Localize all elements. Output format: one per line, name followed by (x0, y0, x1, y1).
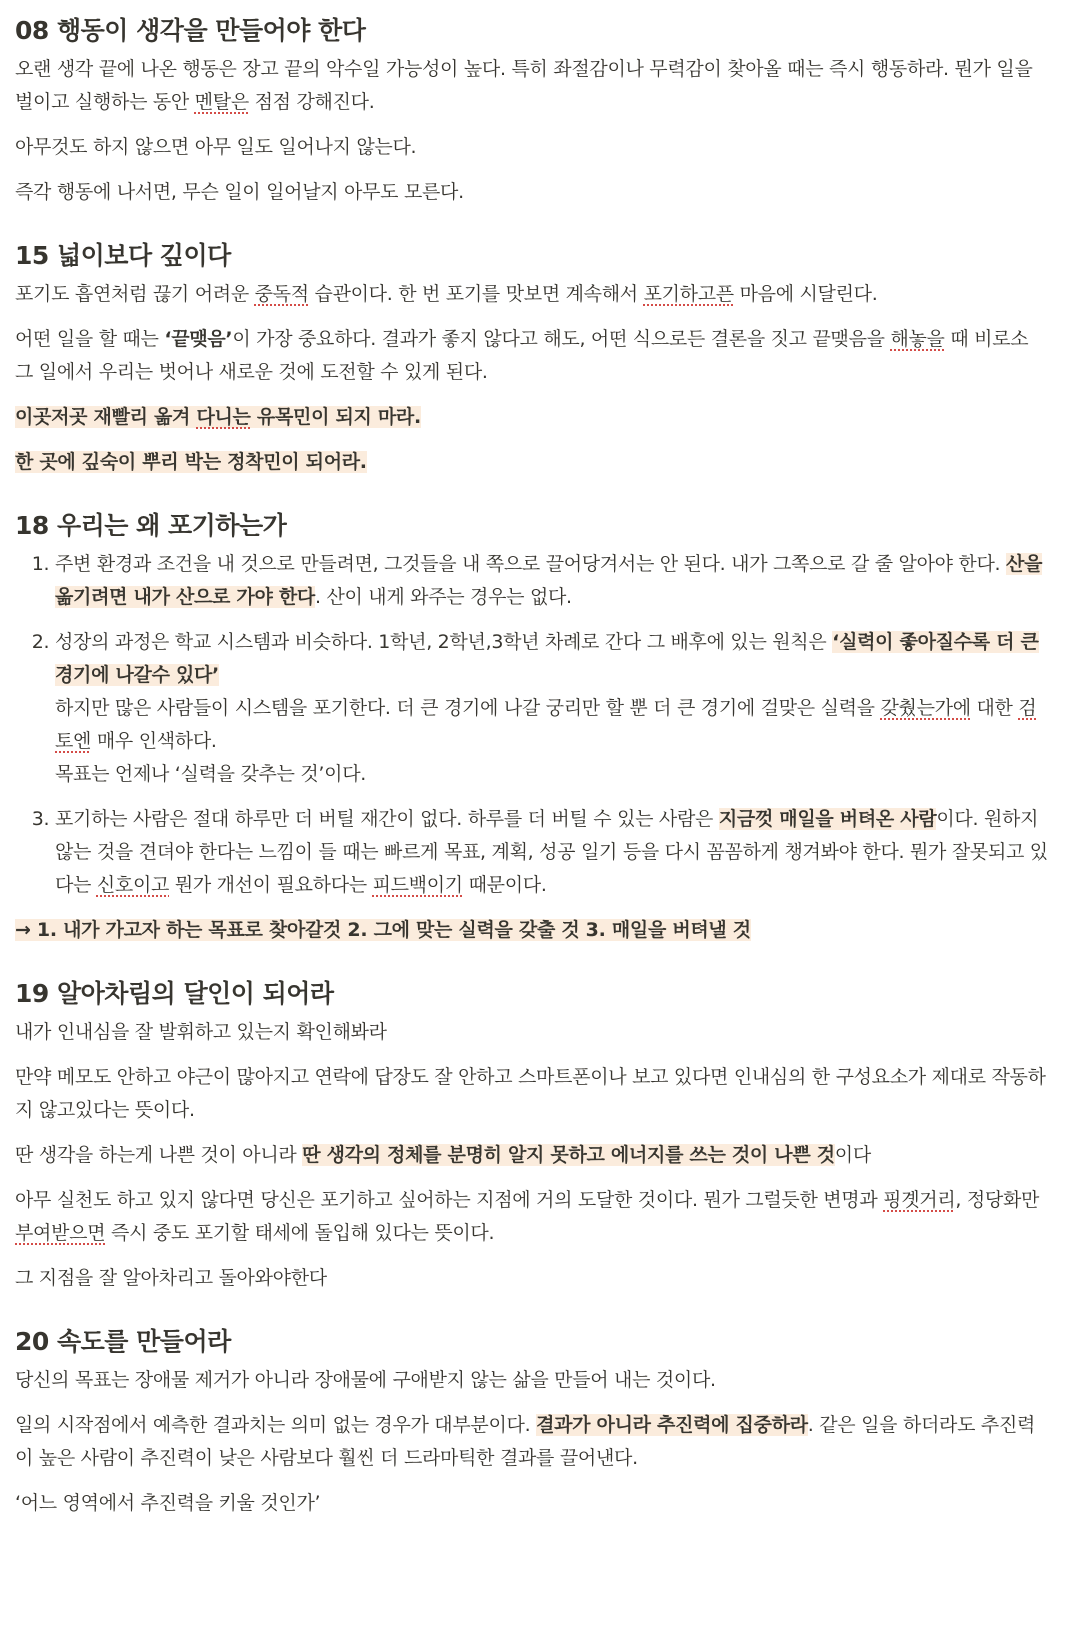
text-run: 주변 환경과 조건을 내 것으로 만들려면, 그것들을 내 쪽으로 끌어당겨서는 안 된다. 내가 그쪽으로 갈 줄 알아야 한다. (55, 553, 1007, 575)
section-19 (15, 977, 1049, 1295)
text-run: 즉시 중도 포기할 태세에 돌입해 있다는 뜻이다. (105, 1222, 495, 1244)
paragraph: 내가 인내심을 잘 발휘하고 있는지 확인해봐라 (15, 1021, 387, 1043)
text-run: . 산이 내게 와주는 경우는 없다. (314, 586, 572, 608)
numbered-list (15, 548, 1049, 902)
document-page (0, 14, 1079, 1520)
paragraph (15, 323, 1049, 389)
paragraph: 당신의 목표는 장애물 제거가 아니라 장애물에 구애받지 않는 삶을 만들어 내는 것이다. (15, 1369, 716, 1391)
text-run: 이다 (834, 1144, 871, 1166)
spellcheck-word: 포기하고픈 (643, 283, 734, 305)
paragraph (15, 278, 1049, 311)
paragraph (15, 1139, 1049, 1172)
spellcheck-word: 검토엔 (55, 697, 1037, 752)
section-heading: 20 속도를 만들어라 (15, 1327, 231, 1356)
text-run: 대한 (970, 697, 1019, 719)
text-run: 습관이다. 한 번 포기를 맛보면 계속해서 (308, 283, 644, 305)
text-run: 성장의 과정은 학교 시스템과 비슷하다. 1학년, 2학년,3학년 차례로 간다 그 배후에 있는 원칙은 (55, 631, 833, 653)
text-run: 이다. 원하지 않는 것을 견뎌야 한다는 느낌이 들 때는 빠르게 목표, 계획, 성공 일기 등을 다시 꼼꼼하게 챙겨봐야 한다. 뭔가 잘못되고 있다는 (55, 808, 1048, 896)
section-15 (15, 239, 1049, 479)
paragraph: 그 지점을 잘 알아차리고 돌아와야한다 (15, 1267, 327, 1289)
spellcheck-word: 해놓을 (890, 328, 945, 350)
text-run: , 정당화만 (955, 1189, 1040, 1211)
paragraph (15, 53, 1049, 119)
highlight: 한 곳에 깊숙이 뿌리 박는 정착민이 되어라. (15, 451, 367, 473)
text-run: 때문이다. (462, 874, 547, 896)
text-run: 딴 생각을 하는게 나쁜 것이 아니라 (15, 1144, 303, 1166)
spellcheck-word: 멘탈은 (194, 91, 249, 113)
text-run: 하지만 많은 사람들이 시스템을 포기한다. 더 큰 경기에 나갈 궁리만 할 뿐 더 큰 경기에 걸맞은 실력을 (55, 697, 881, 719)
highlight: 산을 옮기려면 내가 산으로 가야 한다 (55, 553, 1043, 608)
paragraph (15, 1184, 1049, 1250)
section-heading: 15 넓이보다 깊이다 (15, 241, 231, 270)
section-heading: 08 행동이 생각을 만들어야 한다 (15, 16, 366, 45)
text-run: 목표는 언제나 ‘실력을 갖추는 것’이다. (55, 763, 366, 785)
text-run: 때 비로소 그 일에서 우리는 벗어나 새로운 것에 도전할 수 있게 된다. (15, 328, 1029, 383)
highlight: 지금껏 매일을 버텨온 사람 (718, 808, 937, 830)
highlighted-paragraph (15, 446, 1049, 479)
paragraph: 아무것도 하지 않으면 아무 일도 일어나지 않는다. (15, 136, 417, 158)
paragraph: ‘어느 영역에서 추진력을 키울 것인가’ (15, 1492, 321, 1514)
section-heading: 19 알아차림의 달인이 되어라 (15, 979, 334, 1008)
spellcheck-word: 갖췄는가에 (880, 697, 971, 719)
text-run: 포기하는 사람은 절대 하루만 더 버틸 재간이 없다. 하루를 더 버틸 수 있는 사람은 (55, 808, 719, 830)
spellcheck-word: 핑곗거리 (883, 1189, 956, 1211)
text-run: 이곳저곳 재빨리 옮겨 (15, 406, 197, 428)
spellcheck-word: 부여받으면 (15, 1222, 106, 1244)
summary-paragraph (15, 914, 1049, 947)
highlight: → 1. 내가 가고자 하는 목표로 찾아갈것 2. 그에 맞는 실력을 갖출 것 3. 매일을 버텨낼 것 (15, 919, 751, 941)
highlight (15, 406, 421, 428)
text-run: 매우 인색하다. (91, 730, 217, 752)
bold-text: ‘끝맺음’ (164, 328, 233, 350)
section-08 (15, 14, 1049, 209)
text-run: 이 가장 중요하다. 결과가 좋지 않다고 해도, 어떤 식으로든 결론을 짓고 끝맺음을 (232, 328, 891, 350)
text-run: 일의 시작점에서 예측한 결과치는 의미 없는 경우가 대부분이다. (15, 1414, 537, 1436)
highlight: 결과가 아니라 추진력에 집중하라 (536, 1414, 808, 1436)
text-run: 마음에 시달린다. (733, 283, 878, 305)
spellcheck-word: 피드백이기 (372, 874, 463, 896)
list-item (55, 626, 1049, 791)
highlighted-paragraph (15, 401, 1049, 434)
section-18 (15, 509, 1049, 947)
list-item (55, 548, 1049, 614)
highlight: 딴 생각의 정체를 분명히 알지 못하고 에너지를 쓰는 것이 나쁜 것 (302, 1144, 835, 1166)
text-run: 어떤 일을 할 때는 (15, 328, 165, 350)
text-run: 유목민이 되지 마라. (250, 406, 421, 428)
text-run: 포기도 흡연처럼 끊기 어려운 (15, 283, 255, 305)
spellcheck-word: 신호이고 (96, 874, 170, 896)
section-heading: 18 우리는 왜 포기하는가 (15, 511, 287, 540)
spellcheck-word: 다니는 (196, 406, 251, 428)
text-run: 점점 강해진다. (248, 91, 375, 113)
text-run: 아무 실천도 하고 있지 않다면 당신은 포기하고 싶어하는 지점에 거의 도달한 것이다. 뭔가 그럴듯한 변명과 (15, 1189, 884, 1211)
list-item (55, 803, 1049, 902)
paragraph: 즉각 행동에 나서면, 무슨 일이 일어날지 아무도 모른다. (15, 181, 464, 203)
text-run: . 같은 일을 하더라도 추진력이 높은 사람이 추진력이 낮은 사람보다 훨씬 더 드라마틱한 결과를 끌어낸다. (15, 1414, 1036, 1469)
paragraph (15, 1409, 1049, 1475)
paragraph: 만약 메모도 안하고 야근이 많아지고 연락에 답장도 잘 안하고 스마트폰이나 보고 있다면 인내심의 한 구성요소가 제대로 작동하지 않고있다는 뜻이다. (15, 1066, 1046, 1121)
spellcheck-word: 중독적 (254, 283, 309, 305)
section-20 (15, 1325, 1049, 1520)
text-run: 뭔가 개선이 필요하다는 (169, 874, 373, 896)
highlight: ‘실력이 좋아질수록 더 큰 경기에 나갈수 있다’ (55, 631, 1039, 686)
text-run: 오랜 생각 끝에 나온 행동은 장고 끝의 악수일 가능성이 높다. 특히 좌절감이나 무력감이 찾아올 때는 즉시 행동하라. 뭔가 일을 벌이고 실행하는 동안 (15, 58, 1033, 113)
